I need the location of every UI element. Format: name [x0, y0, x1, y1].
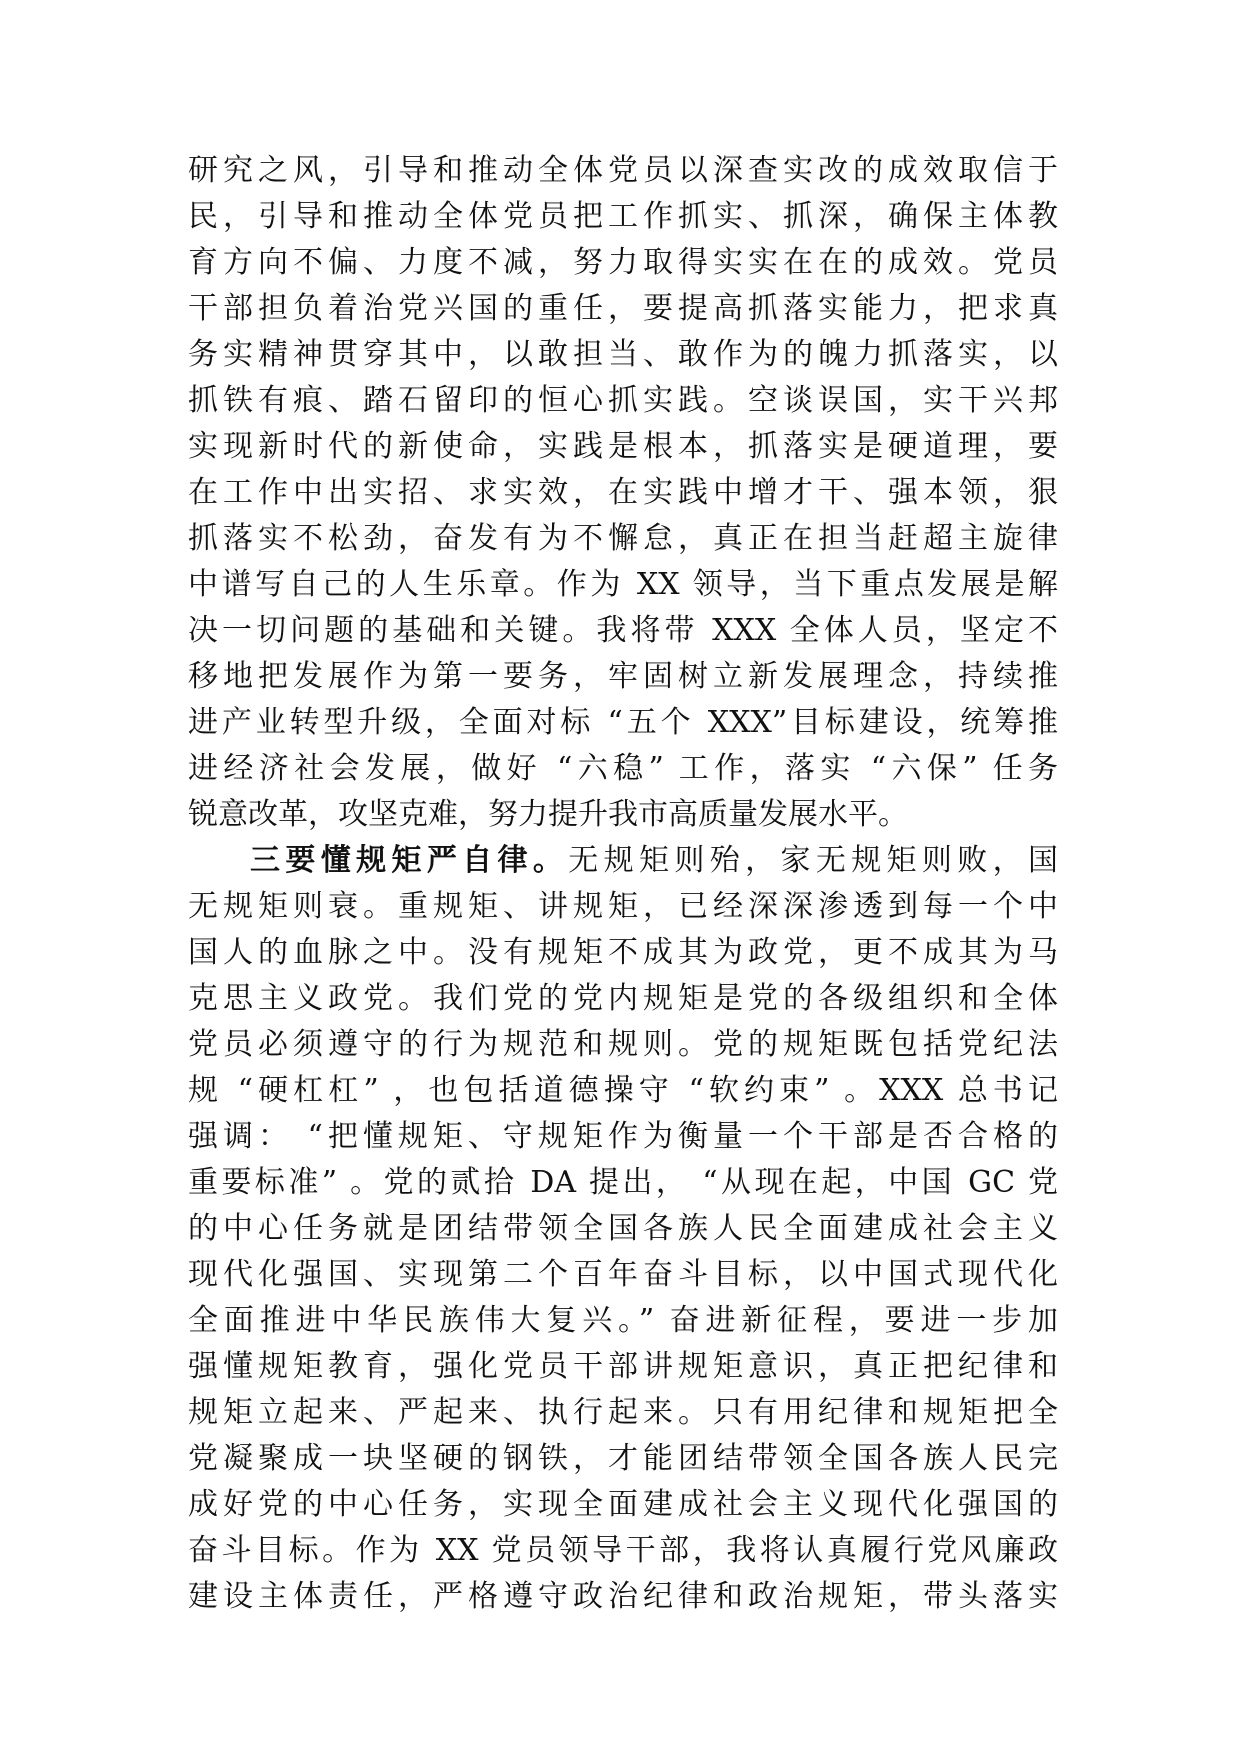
- text-line: 抓铁有痕、踏石留印的恒心抓实践。空谈误国，实干兴邦: [188, 383, 1058, 418]
- heading-continuation: 无规矩则殆，家无规矩则败，国: [568, 843, 1058, 878]
- text-line: 建设主体责任，严格遵守政治纪律和政治规矩，带头落实: [188, 1579, 1058, 1614]
- text-line: 干部担负着治党兴国的重任，要提高抓落实能力，把求真: [188, 291, 1058, 326]
- text-line: 规矩立起来、严起来、执行起来。只有用纪律和规矩把全: [188, 1395, 1058, 1430]
- text-line: 的中心任务就是团结带领全国各族人民全面建成社会主义: [188, 1211, 1058, 1246]
- text-line: 实现新时代的新使命，实践是根本，抓落实是硬道理，要: [188, 429, 1058, 464]
- text-line: 奋斗目标。作为 XX 党员领导干部，我将认真履行党风廉政: [188, 1533, 1058, 1568]
- text-line: 无规矩则衰。重规矩、讲规矩，已经深深渗透到每一个中: [188, 889, 1058, 924]
- section-heading: 三要懂规矩严自律。: [250, 843, 569, 878]
- text-line: 研究之风，引导和推动全体党员以深查实改的成效取信于: [188, 153, 1058, 188]
- text-line: 民，引导和推动全体党员把工作抓实、抓深，确保主体教: [188, 199, 1058, 234]
- text-line: 党员必须遵守的行为规范和规则。党的规矩既包括党纪法: [188, 1027, 1058, 1062]
- text-line: 克思主义政党。我们党的党内规矩是党的各级组织和全体: [188, 981, 1058, 1016]
- text-line: 国人的血脉之中。没有规矩不成其为政党，更不成其为马: [188, 935, 1058, 970]
- text-line: 决一切问题的基础和关键。我将带 XXX 全体人员，坚定不: [188, 613, 1058, 648]
- text-line: 进经济社会发展，做好 “六稳” 工作，落实 “六保” 任务: [188, 751, 1058, 786]
- text-line: 强调： “把懂规矩、守规矩作为衡量一个干部是否合格的: [188, 1119, 1058, 1154]
- text-line: 抓落实不松劲，奋发有为不懈怠，真正在担当赶超主旋律: [188, 521, 1058, 556]
- text-line: 在工作中出实招、求实效，在实践中增才干、强本领，狠: [188, 475, 1058, 510]
- text-line: 党凝聚成一块坚硬的钢铁，才能团结带领全国各族人民完: [188, 1441, 1058, 1476]
- text-line: 成好党的中心任务，实现全面建成社会主义现代化强国的: [188, 1487, 1058, 1522]
- paragraph-1: [188, 148, 1058, 838]
- text-line: 重要标准” 。党的贰拾 DA 提出， “从现在起，中国 GC 党: [188, 1165, 1058, 1200]
- text-line: 强懂规矩教育，强化党员干部讲规矩意识，真正把纪律和: [188, 1349, 1058, 1384]
- text-line: 规 “硬杠杠” ，也包括道德操守 “软约束” 。XXX 总书记: [188, 1073, 1058, 1108]
- text-line: 移地把发展作为第一要务，牢固树立新发展理念，持续推: [188, 659, 1058, 694]
- body-text: [188, 148, 1058, 1620]
- text-line-first: [188, 838, 1058, 884]
- text-line: 锐意改革，攻坚克难，努力提升我市高质量发展水平。: [188, 797, 908, 832]
- paragraph-2: [188, 838, 1058, 1620]
- text-line: 务实精神贯穿其中，以敢担当、敢作为的魄力抓落实，以: [188, 337, 1058, 372]
- text-line: 全面推进中华民族伟大复兴。” 奋进新征程，要进一步加: [188, 1303, 1058, 1338]
- text-line: 现代化强国、实现第二个百年奋斗目标，以中国式现代化: [188, 1257, 1058, 1292]
- text-line: 育方向不偏、力度不减，努力取得实实在在的成效。党员: [188, 245, 1058, 280]
- text-line: 进产业转型升级，全面对标 “五个 XXX”目标建设，统筹推: [188, 705, 1058, 740]
- text-line: 中谱写自己的人生乐章。作为 XX 领导，当下重点发展是解: [188, 567, 1058, 602]
